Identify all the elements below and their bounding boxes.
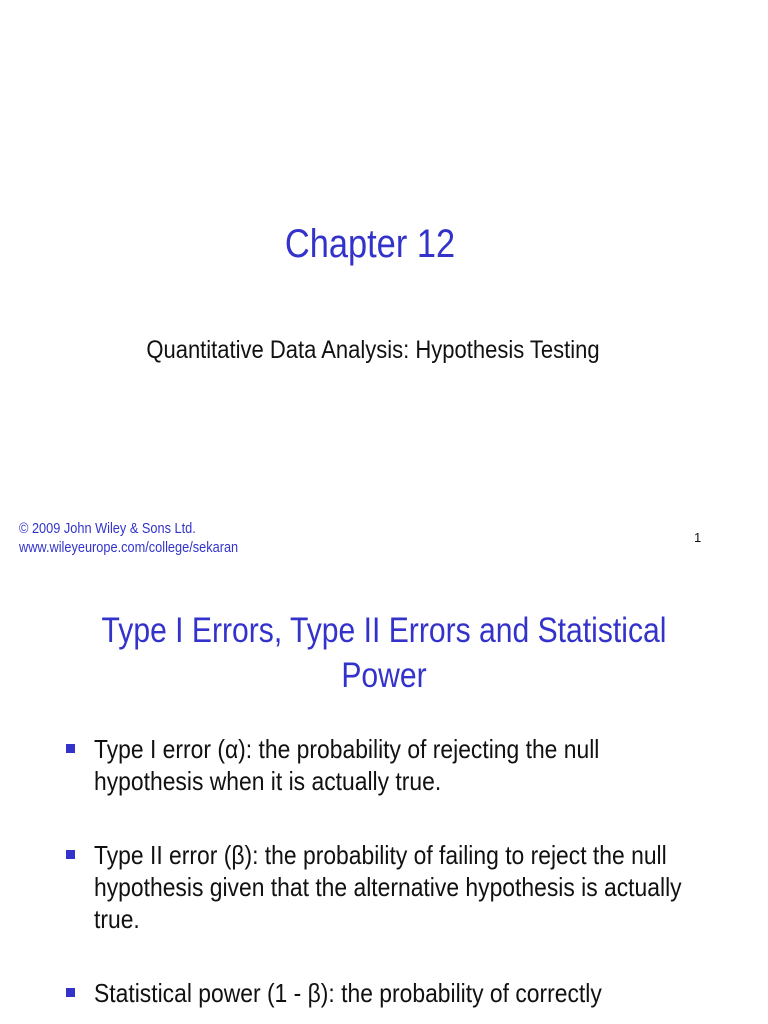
square-bullet-icon	[66, 850, 75, 859]
bullet-item	[62, 839, 762, 935]
bullet-text: Statistical power (1 - β): the probability of correctly	[94, 978, 602, 1008]
copyright-text: © 2009 John Wiley & Sons Ltd.	[19, 521, 196, 537]
slide-subtitle: Quantitative Data Analysis: Hypothesis Testing	[146, 336, 600, 364]
slide-title-line-1: Type I Errors, Type II Errors and Statistical	[101, 611, 667, 650]
bullet-text: Type I error (α): the probability of rejecting the null hypothesis when it is actually true.	[94, 734, 600, 796]
square-bullet-icon	[66, 988, 75, 997]
bullet-text: Type II error (β): the probability of failing to reject the null hypothesis given that the alternative hypothesis is actually true.	[94, 840, 682, 934]
bullet-item	[62, 977, 762, 1009]
slide-title: Chapter 12	[284, 222, 456, 266]
slide-footer	[19, 520, 238, 558]
slide-title	[54, 608, 714, 698]
square-bullet-icon	[66, 744, 75, 753]
page-number: 1	[694, 530, 702, 545]
bullet-list	[62, 733, 762, 1024]
publisher-url: www.wileyeurope.com/college/sekaran	[19, 540, 239, 556]
slide-title-line-2: Power	[341, 656, 427, 695]
slide-2	[0, 576, 768, 1024]
bullet-item	[62, 733, 762, 797]
